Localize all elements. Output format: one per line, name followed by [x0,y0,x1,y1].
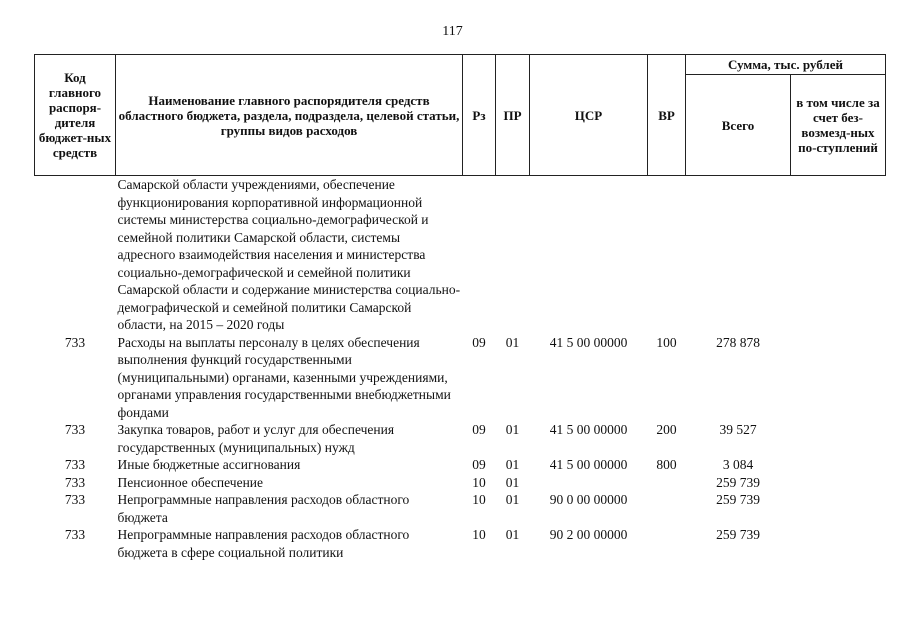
cell-csr [530,474,648,492]
cell-name: Непрограммные направления расходов областного бюджета [117,492,410,525]
cell-name: Самарской области учреждениями, обеспечение функционирования корпоративной информационной системы министерства социально-демографической и семейной политики Самарской области, системы адресного взаимодействия населения и министерства социально-демографической и семейной политики Самарской области и содержание министерства социально-демографической и семейной политики Самарской области, на 2015 – 2020 годы [117,177,461,332]
table-body [35,176,886,562]
cell-vr [648,526,686,561]
cell-pr: 01 [505,334,520,350]
cell-total: 39 527 [719,422,757,437]
cell-rz: 09 [472,457,486,472]
cell-vr [648,474,686,492]
table-row [35,421,886,456]
cell-rz: 09 [472,334,486,350]
cell-total: 259 739 [716,527,760,542]
cell-rz: 09 [472,422,486,437]
cell-code: 733 [64,334,86,350]
budget-table [34,54,886,561]
cell-vr [648,491,686,526]
cell-total: 278 878 [716,334,760,350]
cell-rz [463,176,496,334]
cell-total [686,176,791,334]
cell-gratuitous [791,526,886,561]
table-row [35,176,886,334]
cell-total: 259 739 [716,492,760,507]
cell-vr [648,176,686,334]
header-name: Наименование главного распорядителя средств областного бюджета, раздела, подраздела, целевой статьи, группы видов расходов [116,55,463,176]
header-gratuitous: в том числе за счет без-возмезд-ных по-ступлений [791,75,886,176]
cell-rz: 10 [472,474,486,490]
cell-total: 259 739 [716,474,760,490]
table-row [35,334,886,422]
cell-gratuitous [791,491,886,526]
cell-gratuitous [791,334,886,422]
cell-code: 733 [64,474,86,490]
cell-gratuitous [791,474,886,492]
cell-csr: 41 5 00 00000 [549,457,628,472]
table-row [35,474,886,492]
cell-total: 3 084 [722,457,754,472]
cell-name: Иные бюджетные ассигнования [117,457,301,472]
header-code: Код главного распоря-дителя бюджет-ных средств [35,55,116,176]
header-pr: ПР [496,55,530,176]
cell-name: Закупка товаров, работ и услуг для обеспечения государственных (муниципальных) нужд [117,422,395,455]
cell-vr: 100 [656,334,677,350]
table-row [35,491,886,526]
cell-rz: 10 [472,527,486,542]
cell-name: Пенсионное обеспечение [117,474,264,490]
cell-pr: 01 [505,457,520,472]
cell-pr: 01 [505,492,520,507]
cell-csr: 90 0 00 00000 [549,492,628,507]
cell-name: Непрограммные направления расходов областного бюджета в сфере социальной политики [117,527,410,560]
cell-pr: 01 [505,422,520,437]
cell-gratuitous [791,456,886,474]
header-total: Всего [686,75,791,176]
cell-name: Расходы на выплаты персоналу в целях обеспечения выполнения функций государственными (муниципальными) органами, казенными учреждениями, органами управления государственными внебюджетными фондами [117,334,451,420]
cell-csr: 41 5 00 00000 [549,422,628,437]
cell-vr: 800 [656,457,677,472]
cell-gratuitous [791,176,886,334]
cell-gratuitous [791,421,886,456]
cell-pr: 01 [505,527,520,542]
cell-code: 733 [64,422,86,437]
cell-csr: 90 2 00 00000 [549,527,628,542]
table-row [35,456,886,474]
page-number: 117 [442,24,463,39]
header-rz: Рз [463,55,496,176]
table-row [35,526,886,561]
cell-csr [530,176,648,334]
header-csr: ЦСР [530,55,648,176]
cell-code: 733 [64,527,86,542]
table-header [35,55,886,176]
cell-vr: 200 [656,422,677,437]
cell-rz: 10 [472,492,486,507]
header-vr: ВР [648,55,686,176]
header-sum-group: Сумма, тыс. рублей [686,55,886,75]
cell-pr: 01 [505,474,520,490]
cell-code [35,176,116,334]
cell-csr: 41 5 00 00000 [549,334,628,350]
cell-code: 733 [64,492,86,507]
cell-pr [496,176,530,334]
cell-code: 733 [64,457,86,472]
